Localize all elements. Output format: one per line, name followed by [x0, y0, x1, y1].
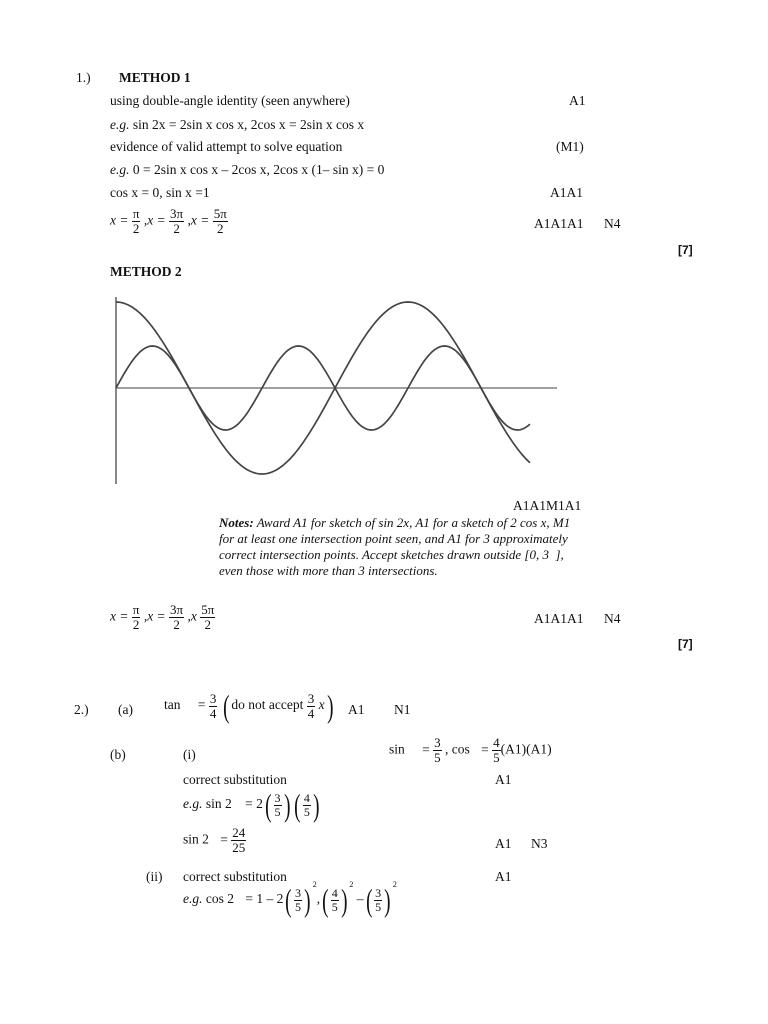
cos2-substitution: e.g. cos 2 = 1 – 2( $\frac{3}{5}$ ) $^2$,( $\frac{4}{5}$ ) $^2$ –( $\frac{3}{5}$ ) $^2$: [183, 880, 397, 918]
do-not-accept-text: do not accept: [231, 697, 304, 713]
fraction-4-over-5: $\frac{4}{5}$: [303, 790, 310, 819]
mark-a1a1a1: A1A1A1: [534, 216, 584, 231]
fraction-pi-over-2: $\frac{\pi}{2}$: [132, 206, 140, 236]
fraction-4-over-5: $\frac{4}{5}$: [493, 735, 500, 765]
fraction-3-over-5: $\frac{3}{5}$: [375, 885, 382, 914]
mark-a1: A1: [495, 836, 512, 851]
mark-n1: N1: [394, 702, 411, 717]
part-b-label: (b): [110, 747, 126, 762]
x-equals: x =: [110, 212, 129, 228]
mark-a1: A1: [348, 702, 365, 717]
fraction-4-over-5: $\frac{4}{5}$: [331, 885, 338, 914]
mark-a1a1a1: A1A1A1: [534, 611, 584, 626]
eg-label: e.g.: [110, 162, 130, 177]
notes-label: Notes:: [219, 515, 254, 530]
mark-a1: A1: [495, 772, 512, 787]
fraction-3pi-over-2: $\frac{3\pi}{2}$: [170, 206, 184, 236]
mark-m1: (M1): [556, 139, 584, 154]
question-1-number: 1.): [76, 70, 91, 85]
mark-a1: A1: [569, 93, 586, 108]
fraction-3pi-over-2: $\frac{3\pi}{2}$: [170, 602, 184, 632]
step-double-angle: using double-angle identity (seen anywhere): [110, 93, 350, 108]
total-marks: [7]: [678, 243, 693, 257]
method-1-title: METHOD 1: [119, 70, 191, 85]
graph-marks: A1A1M1A1: [513, 498, 582, 513]
tan-expression: tan = $\frac{3}{4}$ ( do not accept $\frac{3}{4}$ x): [164, 688, 334, 724]
sin2-substitution: e.g. sin 2 = 2( $\frac{3}{5}$ ) ( $\frac{4}{5}$ ): [183, 787, 320, 823]
solution-row-method2: x = $\frac{\pi}{2}$ ,x = $\frac{3\pi}{2}$ ,x $\frac{5\pi}{2}$: [110, 602, 215, 632]
fraction-3-over-4: $\frac{3}{4}$: [209, 690, 217, 721]
method-2-title: METHOD 2: [110, 264, 182, 279]
sin-cos-values: sin = $\frac{3}{5}$ , cos = $\frac{4}{5}$ (A1)(A1): [389, 735, 552, 765]
solution-row-method1: x = $\frac{\pi}{2}$ ,x = $\frac{3\pi}{2}$ ,x = $\frac{5\pi}{2}$: [110, 206, 227, 236]
part-a-label: (a): [118, 702, 133, 717]
identity-text: sin 2x = 2sin x cos x, 2cos x = 2sin x cos x: [132, 117, 365, 132]
marking-notes: [219, 515, 585, 579]
step-cos-sin-values: cos x = 0, sin x =1: [110, 185, 210, 200]
question-2-number: 2.): [74, 702, 89, 717]
correct-substitution-label-2: correct substitution: [183, 869, 287, 884]
fraction-3-over-5: $\frac{3}{5}$: [295, 885, 302, 914]
fraction-24-over-25: $\frac{24}{25}$: [232, 825, 246, 855]
eg-label: e.g.: [110, 117, 130, 132]
subpart-i-label: (i): [183, 747, 196, 762]
subpart-ii-label: (ii): [146, 869, 163, 884]
fraction-3-over-4: $\frac{3}{4}$: [307, 690, 315, 721]
fraction-5pi-over-2: $\frac{5\pi}{2}$: [213, 206, 227, 236]
mark-n4: N4: [604, 216, 621, 231]
fraction-5pi-over-2: $\frac{5\pi}{2}$: [201, 602, 215, 632]
step-valid-attempt: evidence of valid attempt to solve equation: [110, 139, 343, 154]
fraction-pi-over-2: $\frac{\pi}{2}$: [132, 602, 140, 632]
factorisation-text: 0 = 2sin x cos x – 2cos x, 2cos x (1– sin x) = 0: [132, 162, 385, 177]
total-marks: [7]: [678, 637, 693, 651]
correct-substitution-label: correct substitution: [183, 772, 287, 787]
notes-text: Award A1 for sketch of sin 2x, A1 for a sketch of 2 cos x, M1 for at least one intersection point seen, and A1 for 3 approximately correct intersection points. Accept sketches drawn outside [0, 3 ], even those with more than 3 intersections.: [219, 515, 571, 578]
fraction-3-over-5: $\frac{3}{5}$: [274, 790, 281, 819]
mark-n3: N3: [531, 836, 548, 851]
mark-a1: A1: [495, 869, 512, 884]
mark-n4: N4: [604, 611, 621, 626]
sin2-result: sin 2 = $\frac{24}{25}$: [183, 825, 246, 855]
mark-a1a1: A1A1: [550, 185, 583, 200]
fraction-3-over-5: $\frac{3}{5}$: [434, 735, 441, 765]
